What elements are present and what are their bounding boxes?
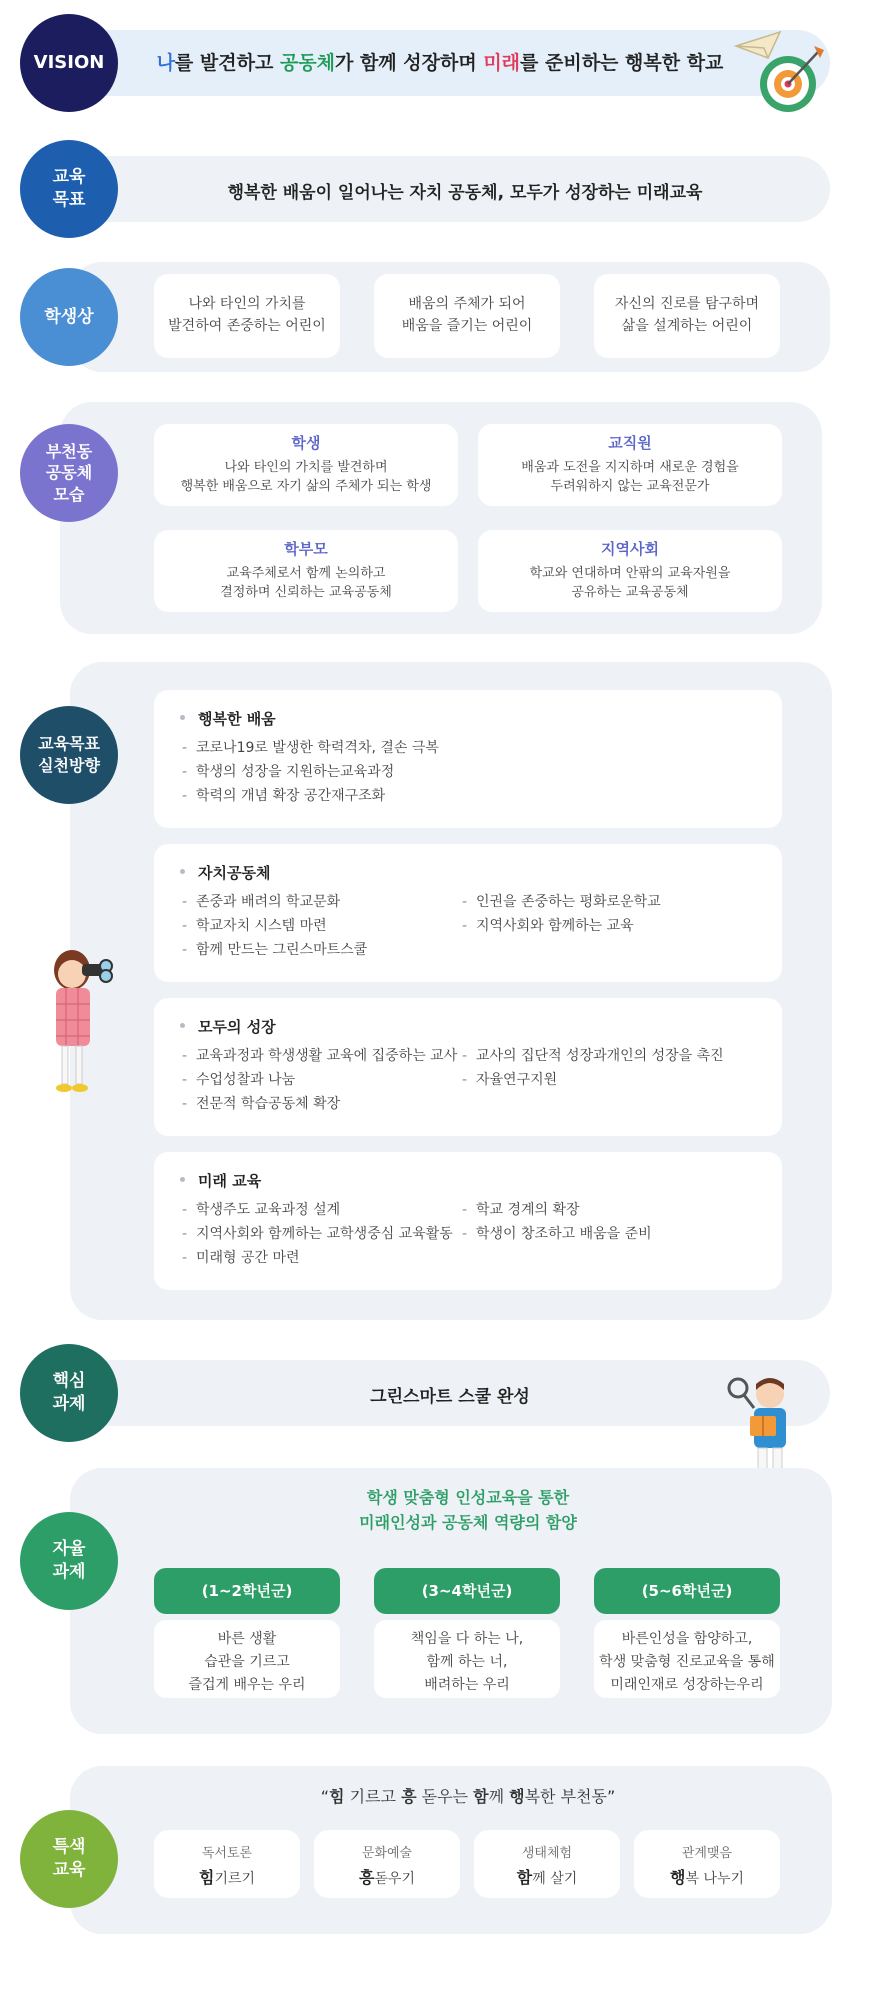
direction-item: - 함께 만드는 그린스마트스쿨 <box>182 938 367 962</box>
community-text: 학교와 연대하며 안팎의 교육자원을 공유하는 교육공동체 <box>529 566 731 600</box>
direction-list-right <box>462 890 661 938</box>
community-title: 학부모 <box>284 540 328 558</box>
vision-part-4: 가 함께 성장하며 <box>334 52 484 74</box>
special-card-rest: 복 나누기 <box>685 1871 744 1887</box>
vision-badge <box>20 14 118 112</box>
direction-item: - 학교자치 시스템 마련 <box>182 914 367 938</box>
special-card-arts <box>314 1830 460 1898</box>
special-label: 특색 교육 <box>52 1837 86 1880</box>
direction-item: - 교육과정과 학생생활 교육에 집중하는 교사 <box>182 1044 457 1068</box>
quote-part: 기르고 <box>344 1787 402 1806</box>
grade-1-2-header: (1~2학년군) <box>154 1568 340 1614</box>
community-text: 나와 타인의 가치를 발견하며 행복한 배움으로 자기 삶의 주체가 되는 학생 <box>180 460 432 494</box>
special-card-top: 관계맺음 <box>681 1846 733 1861</box>
special-card-bold: 행 <box>669 1868 686 1887</box>
direction-list-left <box>182 1044 457 1116</box>
direction-item: - 지역사회와 함께하는 교육 <box>462 914 661 938</box>
direction-item: - 지역사회와 함께하는 교학생중심 교육활동 <box>182 1222 453 1246</box>
direction-title: 모두의 성장 <box>198 1018 276 1036</box>
vision-statement <box>140 48 740 75</box>
student-image-text: 배움의 주체가 되어 배움을 즐기는 어린이 <box>401 296 533 334</box>
direction-card-future <box>154 1152 782 1290</box>
direction-title: 미래 교육 <box>198 1172 262 1190</box>
community-badge <box>20 424 118 522</box>
quote-part: 흥 <box>401 1787 417 1806</box>
direction-item: - 학력의 개념 확장 공간재구조화 <box>182 784 439 808</box>
core-task-badge <box>20 1344 118 1442</box>
community-title: 교직원 <box>608 434 652 452</box>
special-card-relationship <box>634 1830 780 1898</box>
community-title: 지역사회 <box>601 540 659 558</box>
quote-part: “ <box>320 1787 330 1806</box>
quote-part: 께 <box>488 1787 510 1806</box>
grade-3-4-body: 책임을 다 하는 나, 함께 하는 너, 배려하는 우리 <box>374 1620 560 1698</box>
special-quote <box>154 1784 782 1807</box>
special-card-rest: 돋우기 <box>374 1871 416 1887</box>
vision-part-3: 공동체 <box>279 52 335 74</box>
vision-label: VISION <box>33 51 105 73</box>
quote-part: 복한 부천동” <box>524 1787 616 1806</box>
community-label: 부천동 공동체 모습 <box>45 441 93 504</box>
student-image-text: 자신의 진로를 탐구하며 삶을 설계하는 어린이 <box>614 296 760 334</box>
direction-item: - 존중과 배려의 학교문화 <box>182 890 367 914</box>
grade-3-4-header: (3~4학년군) <box>374 1568 560 1614</box>
goal-text: 행복한 배움이 일어나는 자치 공동체, 모두가 성장하는 미래교육 <box>227 183 703 203</box>
goal-label: 교육 목표 <box>52 167 86 210</box>
special-card-rest: 기르기 <box>214 1871 256 1887</box>
quote-part: 행 <box>509 1787 525 1806</box>
student-image-badge <box>20 268 118 366</box>
direction-badge <box>20 706 118 804</box>
direction-card-happy-learning <box>154 690 782 828</box>
direction-item: - 전문적 학습공동체 확장 <box>182 1092 457 1116</box>
direction-item: - 학생의 성장을 지원하는교육과정 <box>182 760 439 784</box>
student-image-card-1 <box>154 274 340 358</box>
direction-item: - 코로나19로 발생한 학력격차, 결손 극복 <box>182 736 439 760</box>
core-task-label: 핵심 과제 <box>52 1371 86 1414</box>
direction-card-growth <box>154 998 782 1136</box>
direction-list-left <box>182 736 439 808</box>
vision-part-1: 나 <box>156 52 175 74</box>
grade-5-6-header: (5~6학년군) <box>594 1568 780 1614</box>
community-card-parents <box>154 530 458 612</box>
student-image-card-2 <box>374 274 560 358</box>
special-card-bold: 함 <box>516 1868 533 1887</box>
special-card-bold: 흥 <box>358 1868 375 1887</box>
autonomous-label: 자율 과제 <box>52 1539 86 1582</box>
direction-label: 교육목표 실천방향 <box>38 734 100 775</box>
direction-list-left <box>182 1198 453 1270</box>
direction-title: 행복한 배움 <box>198 710 276 728</box>
community-card-staff <box>478 424 782 506</box>
quote-part: 힘 <box>329 1787 345 1806</box>
direction-item: - 학교 경계의 확장 <box>462 1198 652 1222</box>
special-card-top: 생태체험 <box>521 1846 573 1861</box>
vision-part-2: 를 발견하고 <box>174 52 280 74</box>
girl-binoculars-illustration <box>42 944 122 1104</box>
community-card-student <box>154 424 458 506</box>
direction-item: - 수업성찰과 나눔 <box>182 1068 457 1092</box>
vision-part-6: 를 준비하는 행복한 학교 <box>520 52 724 74</box>
direction-item: - 교사의 집단적 성장과개인의 성장을 촉진 <box>462 1044 724 1068</box>
core-task-text: 그린스마트 스쿨 완성 <box>370 1387 530 1407</box>
community-text: 배움과 도전을 지지하며 새로운 경험을 두려워하지 않는 교육전문가 <box>521 460 739 494</box>
direction-item: - 학생주도 교육과정 설계 <box>182 1198 453 1222</box>
community-card-region <box>478 530 782 612</box>
special-card-rest: 께 살기 <box>532 1871 578 1887</box>
student-image-label: 학생상 <box>44 306 94 327</box>
special-badge <box>20 1810 118 1908</box>
goal-badge <box>20 140 118 238</box>
special-card-top: 문화예술 <box>361 1846 413 1861</box>
autonomous-badge <box>20 1512 118 1610</box>
special-card-bold: 힘 <box>198 1868 215 1887</box>
direction-list-left <box>182 890 367 962</box>
special-card-top: 독서토론 <box>201 1846 253 1861</box>
community-title: 학생 <box>291 434 321 452</box>
community-text: 교육주체로서 함께 논의하고 결정하며 신뢰하는 교육공동체 <box>220 566 392 600</box>
special-card-reading <box>154 1830 300 1898</box>
autonomous-headline: 학생 맞춤형 인성교육을 통한 미래인성과 공동체 역량의 함양 <box>359 1488 577 1532</box>
direction-title: 자치공동체 <box>198 864 271 882</box>
direction-item: - 인권을 존중하는 평화로운학교 <box>462 890 661 914</box>
direction-list-right <box>462 1044 724 1092</box>
direction-item: - 자율연구지원 <box>462 1068 724 1092</box>
grade-5-6-body: 바른인성을 함양하고, 학생 맞춤형 진로교육을 통해 미래인재로 성장하는우리 <box>594 1620 780 1698</box>
direction-card-self-governing <box>154 844 782 982</box>
grade-1-2-body: 바른 생활 습관을 기르고 즐겁게 배우는 우리 <box>154 1620 340 1698</box>
direction-item: - 학생이 창조하고 배움을 준비 <box>462 1222 652 1246</box>
quote-part: 함 <box>473 1787 489 1806</box>
target-icon <box>728 26 848 116</box>
special-card-ecology <box>474 1830 620 1898</box>
student-image-text: 나와 타인의 가치를 발견하여 존중하는 어린이 <box>168 296 326 334</box>
quote-part: 돋우는 <box>416 1787 474 1806</box>
direction-item: - 미래형 공간 마련 <box>182 1246 453 1270</box>
student-image-card-3 <box>594 274 780 358</box>
direction-list-right <box>462 1198 652 1246</box>
vision-part-5: 미래 <box>483 52 521 74</box>
